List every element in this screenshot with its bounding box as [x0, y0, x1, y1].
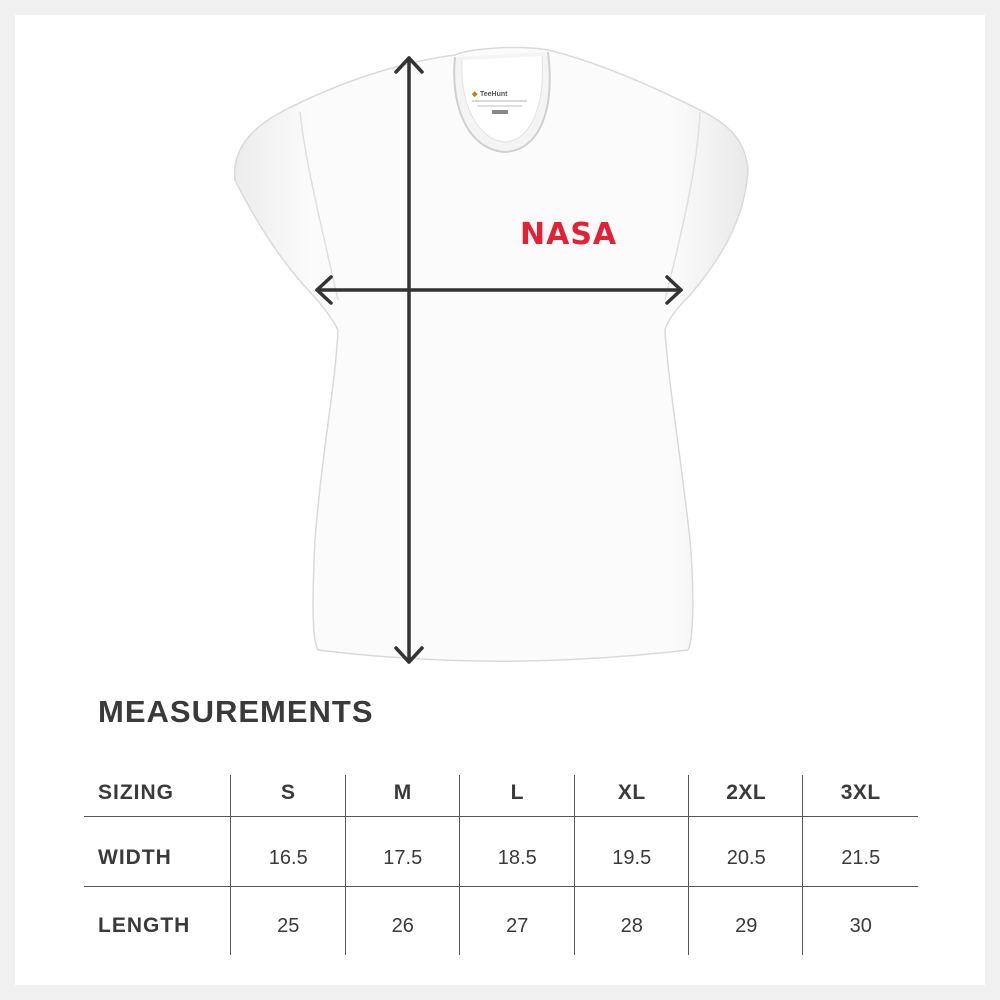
table-cell: 26 [391, 914, 414, 937]
table-cell: 17.5 [383, 846, 423, 869]
svg-text:◆: ◆ [472, 91, 478, 98]
table-cell: 25 [277, 914, 300, 937]
size-header-s: S [280, 781, 296, 804]
size-header-3xl: 3XL [840, 781, 881, 804]
svg-text:TeeHunt: TeeHunt [480, 91, 508, 98]
row-label-length: LENGTH [98, 914, 191, 937]
size-table [84, 772, 918, 956]
table-cell: 20.5 [726, 846, 766, 869]
table-cell: 16.5 [268, 846, 308, 869]
table-header-row [84, 772, 918, 814]
size-header-2xl: 2XL [726, 781, 767, 804]
table-cell: 18.5 [497, 846, 537, 869]
sizing-header: SIZING [98, 781, 175, 804]
size-header-xl: XL [617, 781, 646, 804]
table-row-width [84, 824, 918, 892]
table-cell: 21.5 [841, 846, 881, 869]
table-cell: 29 [735, 914, 758, 937]
size-header-m: M [393, 781, 412, 804]
measurements-title: MEASUREMENTS [98, 694, 374, 729]
table-cell: 28 [620, 914, 643, 937]
size-header-l: L [510, 781, 524, 804]
table-cell: 27 [506, 914, 529, 937]
table-row-length [84, 896, 918, 956]
table-cell: 30 [849, 914, 872, 937]
row-label-width: WIDTH [98, 846, 172, 869]
nasa-logo: NASA [520, 217, 618, 252]
table-cell: 19.5 [612, 846, 652, 869]
